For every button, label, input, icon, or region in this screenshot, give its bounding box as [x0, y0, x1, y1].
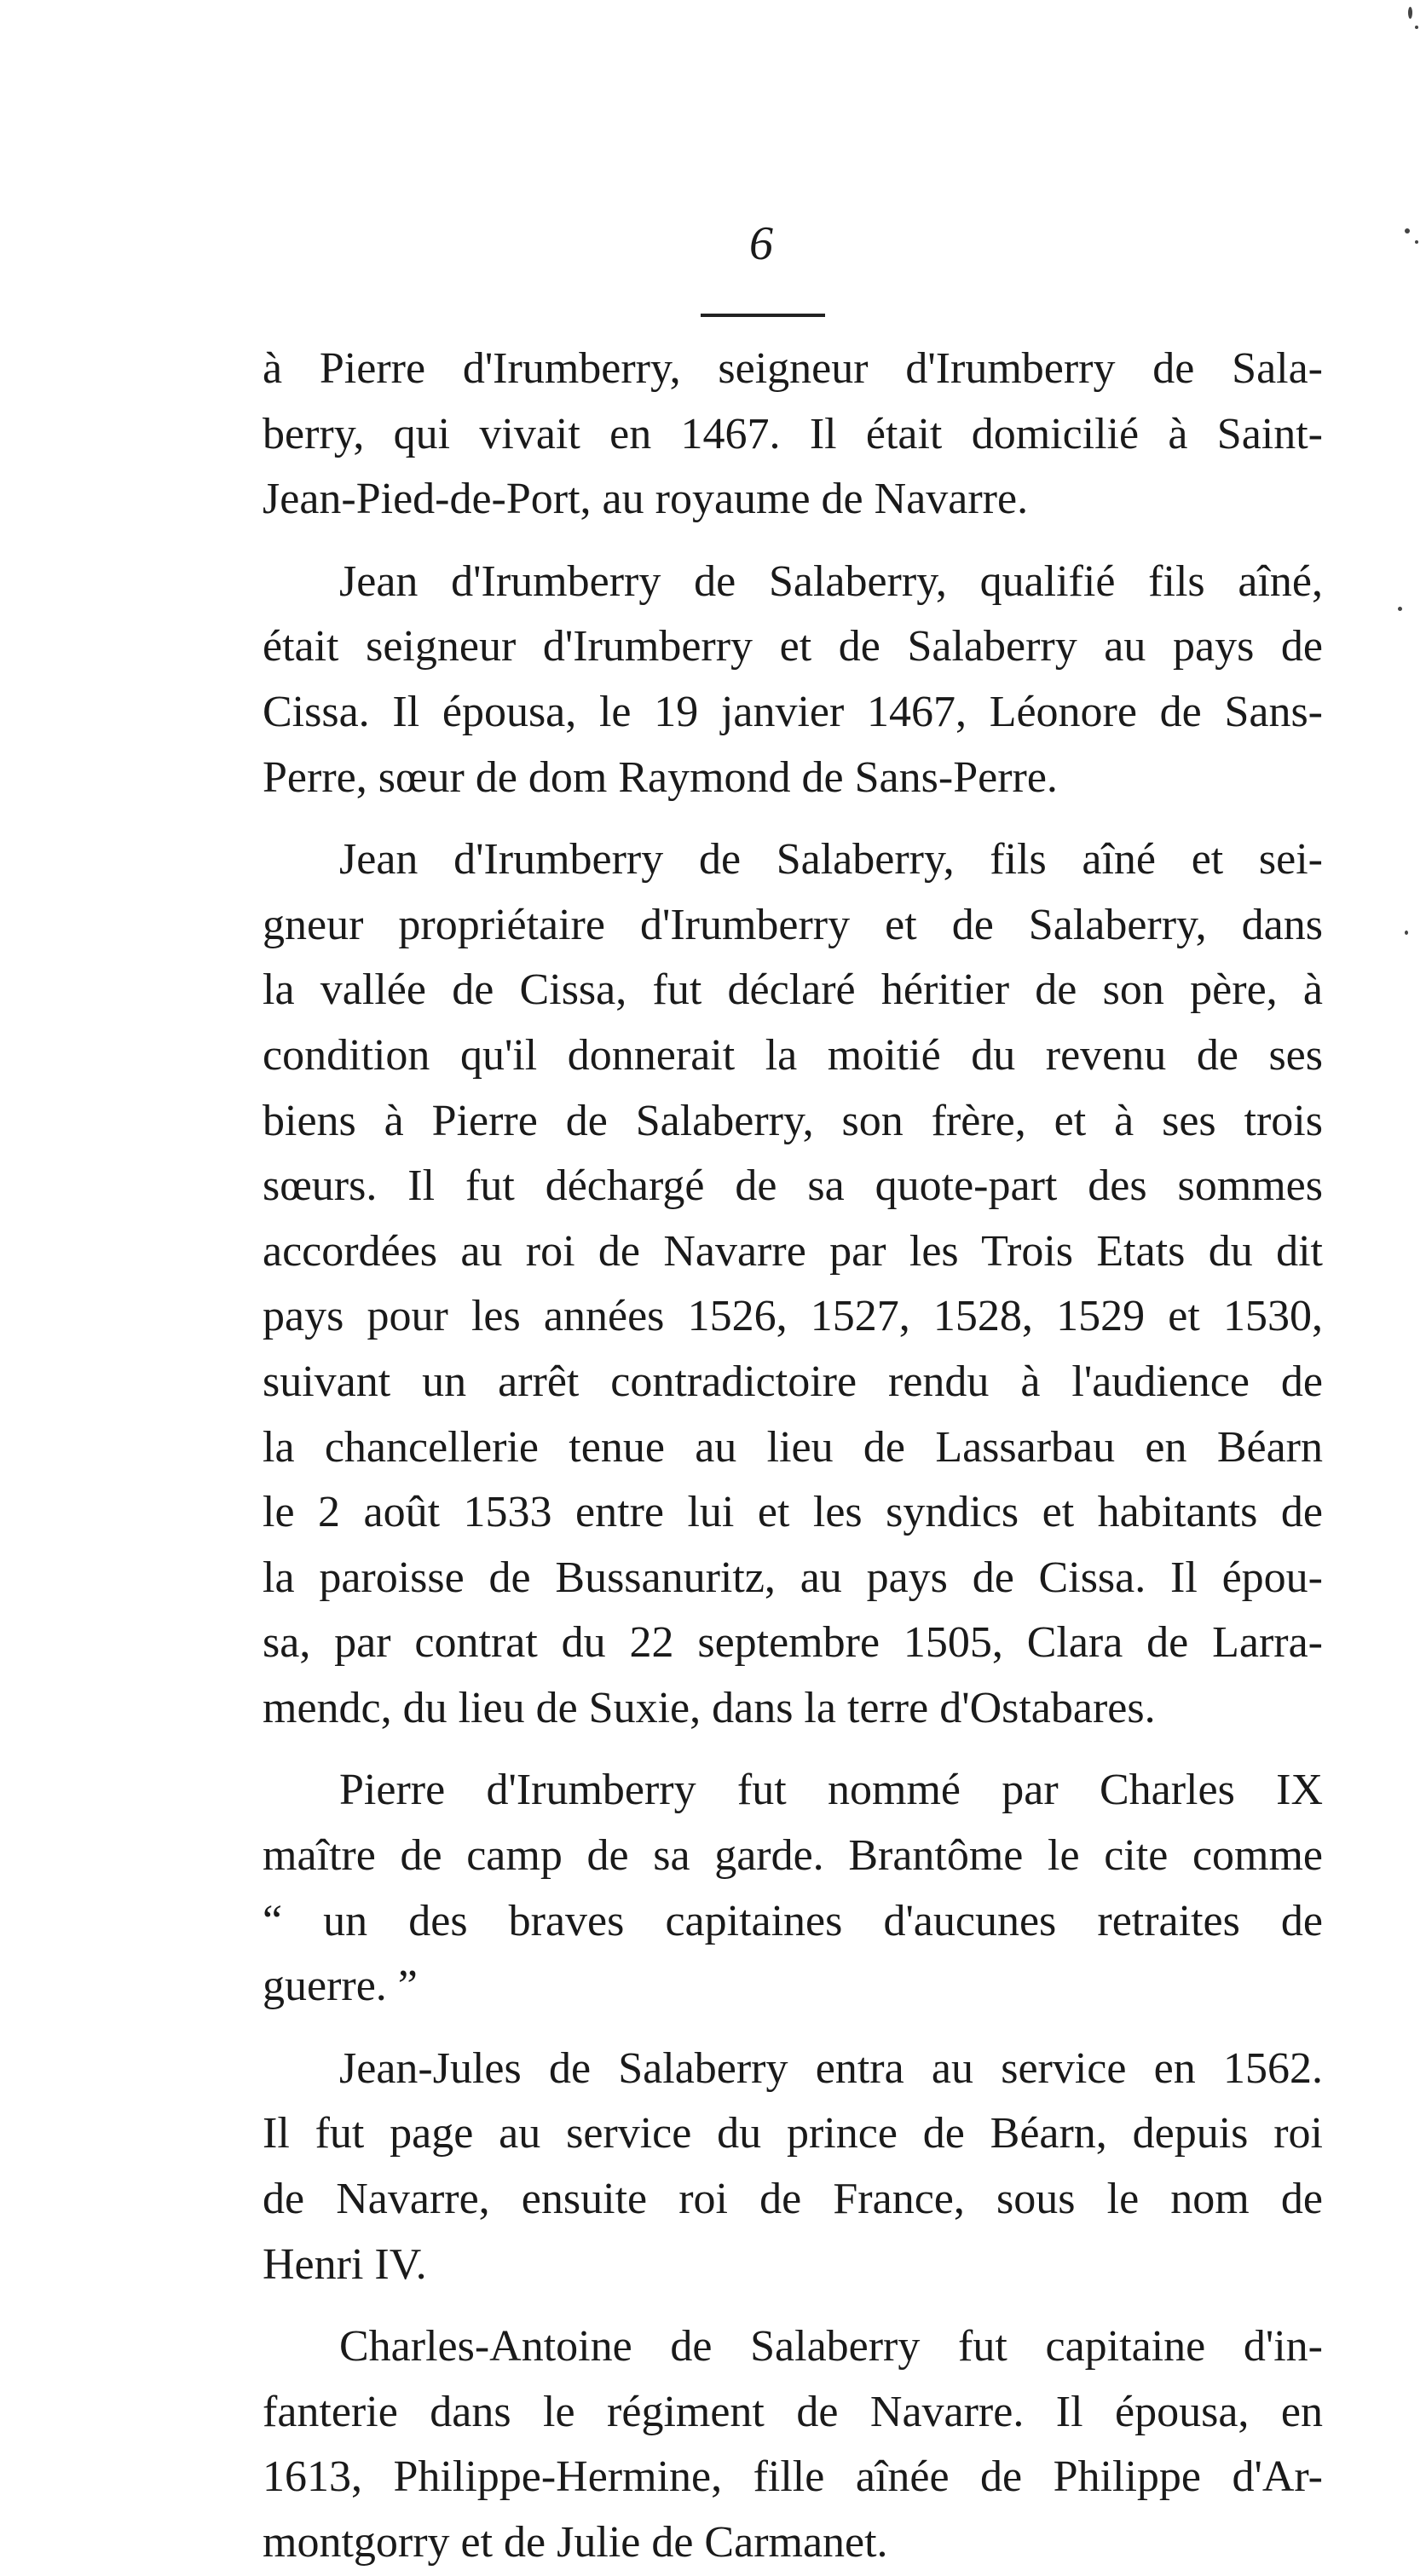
- paragraph: [263, 827, 1323, 1741]
- body-text: [263, 337, 1323, 2576]
- paragraph: [263, 2037, 1323, 2297]
- text-line: guerre. ”: [263, 1962, 418, 2011]
- text-line: 1613, Philippe-Hermine, fille aînée de Philippe d'Ar-: [263, 2452, 1323, 2502]
- text-line: maître de camp de sa garde. Brantôme le cite comme: [263, 1831, 1323, 1881]
- scan-speck: [1415, 26, 1418, 29]
- text-line: était seigneur d'Irumberry et de Salaberry au pays de: [263, 622, 1323, 671]
- text-line: condition qu'il donnerait la moitié du revenu de ses: [263, 1030, 1323, 1080]
- text-line: Jean-Pied-de-Port, au royaume de Navarre.: [263, 475, 1029, 524]
- text-line: la chancellerie tenue au lieu de Lassarbau en Béarn: [263, 1422, 1323, 1472]
- scan-speck: [1405, 931, 1408, 935]
- text-line: Cissa. Il épousa, le 19 janvier 1467, Léonore de Sans-: [263, 687, 1323, 736]
- text-line: Perre, sœur de dom Raymond de Sans-Perre.: [263, 752, 1058, 802]
- text-line: mendc, du lieu de Suxie, dans la terre d'Ostabares.: [263, 1683, 1156, 1732]
- paragraph: [263, 2314, 1323, 2575]
- text-line: Jean d'Irumberry de Salaberry, fils aîné et sei-: [339, 835, 1323, 885]
- paragraph: [263, 337, 1323, 533]
- text-line: pays pour les années 1526, 1527, 1528, 1529 et 1530,: [263, 1292, 1323, 1341]
- text-line: sœurs. Il fut déchargé de sa quote-part des sommes: [263, 1161, 1323, 1211]
- text-line: Il fut page au service du prince de Béarn, depuis roi: [263, 2109, 1323, 2158]
- paragraph: [263, 550, 1323, 810]
- scan-speck: [1415, 240, 1418, 244]
- text-line: de Navarre, ensuite roi de France, sous le nom de: [263, 2175, 1323, 2224]
- text-line: la paroisse de Bussanuritz, au pays de Cissa. Il épou-: [263, 1553, 1323, 1602]
- scan-speck: [1398, 607, 1402, 611]
- text-line: “ un des braves capitaines d'aucunes retraites de: [263, 1896, 1323, 1945]
- text-line: gneur propriétaire d'Irumberry et de Salaberry, dans: [263, 900, 1323, 949]
- text-line: suivant un arrêt contradictoire rendu à l'audience de: [263, 1357, 1323, 1406]
- text-line: Pierre d'Irumberry fut nommé par Charles IX: [339, 1766, 1323, 1815]
- text-line: Jean-Jules de Salaberry entra au service en 1562.: [339, 2043, 1323, 2093]
- text-line: biens à Pierre de Salaberry, son frère, et à ses trois: [263, 1096, 1323, 1145]
- scan-speck: [1408, 7, 1412, 19]
- scan-speck: [1405, 228, 1410, 233]
- header-rule: [701, 314, 825, 317]
- text-line: berry, qui vivait en 1467. Il était domicilié à Saint-: [263, 409, 1323, 458]
- text-line: le 2 août 1533 entre lui et les syndics et habitants de: [263, 1488, 1323, 1537]
- text-line: Charles-Antoine de Salaberry fut capitaine d'in-: [339, 2322, 1323, 2371]
- text-line: montgorry et de Julie de Carmanet.: [263, 2518, 888, 2567]
- text-line: Jean d'Irumberry de Salaberry, qualifié fils aîné,: [339, 556, 1323, 606]
- text-line: la vallée de Cissa, fut déclaré héritier de son père, à: [263, 965, 1323, 1015]
- text-line: sa, par contrat du 22 septembre 1505, Clara de Larra-: [263, 1618, 1323, 1668]
- paragraph: [263, 1758, 1323, 2019]
- text-line: fanterie dans le régiment de Navarre. Il épousa, en: [263, 2387, 1323, 2436]
- text-line: accordées au roi de Navarre par les Trois Etats du dit: [263, 1226, 1323, 1276]
- text-line: à Pierre d'Irumberry, seigneur d'Irumberry de Sala-: [263, 344, 1323, 393]
- page-number: 6: [749, 217, 773, 270]
- text-line: Henri IV.: [263, 2239, 427, 2289]
